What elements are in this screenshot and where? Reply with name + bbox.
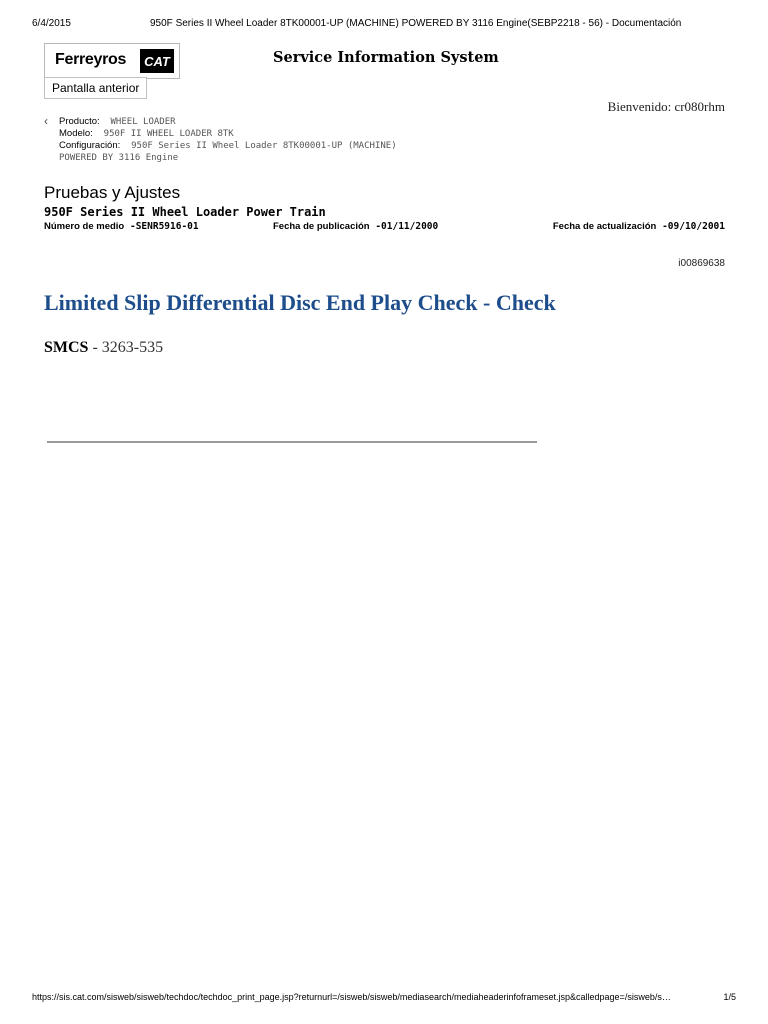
cat-logo-badge: CAT bbox=[140, 49, 174, 73]
media-number-value: -SENR5916-01 bbox=[124, 221, 199, 232]
page-number: 1/5 bbox=[723, 992, 736, 1002]
print-header bbox=[32, 18, 736, 32]
print-title: 950F Series II Wheel Loader 8TK00001-UP (MACHINE) POWERED BY 3116 Engine(SEBP2218 - 56) - Documentación bbox=[150, 18, 682, 29]
smcs-value: - 3263-535 bbox=[88, 339, 164, 356]
print-footer bbox=[32, 992, 736, 1006]
welcome-user: Bienvenido: cr080rhm bbox=[607, 99, 725, 114]
horizontal-rule bbox=[47, 441, 537, 443]
publication-date bbox=[273, 221, 438, 232]
configuracion-value: 950F Series II Wheel Loader 8TK00001-UP (MACHINE) bbox=[131, 141, 397, 152]
smcs-code bbox=[44, 339, 163, 357]
configuracion-row-2 bbox=[59, 153, 397, 164]
ferreyros-cat-logo bbox=[44, 43, 180, 79]
document-title: Limited Slip Differential Disc End Play Check - Check bbox=[44, 290, 556, 315]
update-date-value: -09/10/2001 bbox=[656, 221, 725, 232]
system-title: Service Information System bbox=[273, 49, 499, 66]
modelo-row bbox=[59, 128, 397, 140]
publication-date-value: -01/11/2000 bbox=[369, 221, 439, 232]
document-id: i00869638 bbox=[678, 258, 725, 269]
document-subtitle: 950F Series II Wheel Loader Power Train bbox=[44, 205, 326, 219]
chevron-left-icon[interactable]: ‹ bbox=[44, 114, 48, 128]
modelo-label: Modelo: bbox=[59, 128, 93, 140]
configuracion-value-2: POWERED BY 3116 Engine bbox=[59, 152, 179, 163]
configuracion-label: Configuración: bbox=[59, 140, 121, 152]
modelo-value: 950F II WHEEL LOADER 8TK bbox=[103, 129, 234, 140]
print-url: https://sis.cat.com/sisweb/sisweb/techdoc/techdoc_print_page.jsp?returnurl=/sisweb/sisweb/mediasearch/mediaheaderinfoframeset.jsp&calledpage=/sisweb/s… bbox=[32, 992, 671, 1002]
configuracion-row bbox=[59, 140, 397, 152]
producto-label: Producto: bbox=[59, 116, 100, 127]
producto-row bbox=[59, 116, 397, 128]
producto-value: WHEEL LOADER bbox=[110, 117, 176, 127]
media-number bbox=[44, 221, 199, 232]
media-number-label: Número de medio bbox=[44, 221, 125, 232]
section-heading: Pruebas y Ajustes bbox=[44, 183, 181, 202]
print-date: 6/4/2015 bbox=[32, 18, 71, 29]
smcs-label: SMCS bbox=[44, 339, 89, 356]
update-date bbox=[553, 221, 725, 232]
logo-text: Ferreyros bbox=[55, 51, 127, 68]
update-date-label: Fecha de actualización bbox=[552, 221, 657, 232]
product-info bbox=[59, 116, 397, 164]
publication-date-label: Fecha de publicación bbox=[273, 221, 370, 232]
previous-screen-button[interactable]: Pantalla anterior bbox=[44, 77, 147, 99]
